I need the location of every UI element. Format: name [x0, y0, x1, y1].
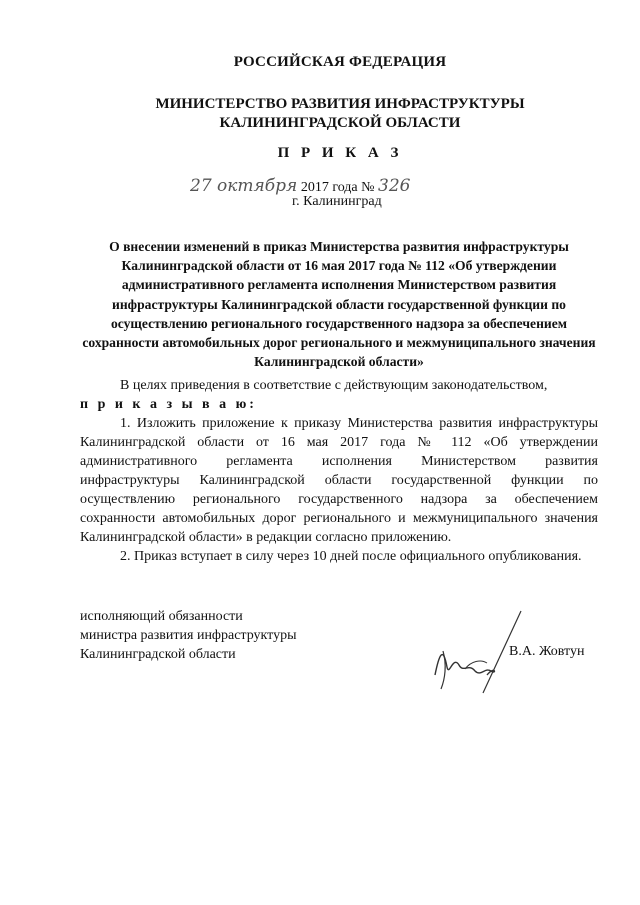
number-sign: №: [361, 180, 375, 195]
city: г. Калининград: [292, 194, 382, 209]
signatory-line-1: исполняющий обязанности: [80, 609, 243, 624]
handwritten-number: 326: [378, 176, 411, 196]
ministry-line-2: КАЛИНИНГРАДСКОЙ ОБЛАСТИ: [219, 115, 461, 131]
item-1: 1. Изложить приложение к приказу Министерства развития инфраструктуры Калининградской области от 16 мая 2017 года № 112 «Об утверждении административного регламента исполнения Министерством развития инфраструктуры Калининградской области государственной функции по осуществлению регионального государственного надзора за обеспечением сохранности автомобильных дорог регионального и межмуниципального значения Калининградской области» в редакции согласно приложению.: [80, 416, 598, 545]
ministry-heading: [60, 95, 620, 133]
signatory-line-2: министра развития инфраструктуры: [80, 628, 297, 643]
handwritten-date: 27 октября: [190, 176, 298, 196]
order-body: [80, 376, 598, 566]
signatory-line-3: Калининградской области: [80, 647, 236, 662]
item-2: 2. Приказ вступает в силу через 10 дней после официального опубликования.: [120, 549, 582, 564]
signatory-name: В.А. Жовтун: [509, 644, 585, 659]
doc-type-heading: П Р И К А З: [277, 145, 403, 161]
order-subject: О внесении изменений в приказ Министерства развития инфраструктуры Калининградской области от 16 мая 2017 года № 112 «Об утверждении административного регламента исполнения Министерством развития инфраструктуры Калининградской области государственной функции по осуществлению регионального государственного надзора за обеспечением сохранности автомобильных дорог регионального и межмуниципального значения Калининградской области»: [82, 239, 596, 370]
ministry-line-1: МИНИСТЕРСТВО РАЗВИТИЯ ИНФРАСТРУКТУРЫ: [155, 96, 525, 112]
date-line: [190, 176, 410, 196]
year-text: 2017 года: [300, 180, 358, 195]
intro-paragraph: В целях приведения в соответствие с действующим законодательством,: [120, 378, 548, 393]
order-word: п р и к а з ы в а ю:: [80, 397, 257, 412]
signatory-title: [80, 607, 297, 664]
country-heading: РОССИЙСКАЯ ФЕДЕРАЦИЯ: [233, 54, 447, 70]
